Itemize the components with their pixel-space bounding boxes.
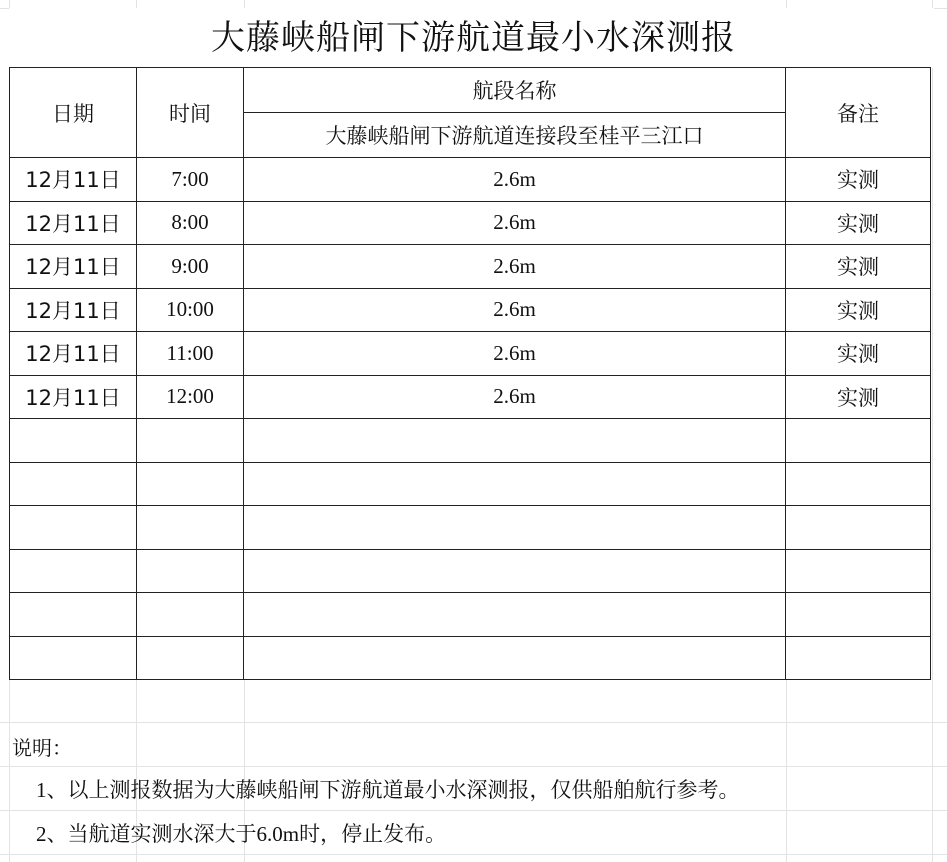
cell-remark <box>786 636 931 680</box>
cell-date <box>10 636 137 680</box>
cell-remark: 实测 <box>786 158 931 202</box>
cell-time <box>137 506 244 550</box>
table-row <box>10 201 931 245</box>
cell-time: 7:00 <box>137 158 244 202</box>
table-row <box>10 593 931 637</box>
cell-time: 11:00 <box>137 332 244 376</box>
page-title: 大藤峡船闸下游航道最小水深测报 <box>0 10 947 66</box>
header-remark: 备注 <box>786 68 931 158</box>
cell-time <box>137 462 244 506</box>
cell-time <box>137 549 244 593</box>
cell-depth <box>244 462 786 506</box>
cell-date: 12月11日 <box>10 288 137 332</box>
table-header-row-1 <box>10 68 931 113</box>
cell-remark <box>786 462 931 506</box>
cell-depth <box>244 593 786 637</box>
cell-remark <box>786 593 931 637</box>
cell-time: 12:00 <box>137 375 244 419</box>
cell-date <box>10 462 137 506</box>
table-row <box>10 419 931 463</box>
depth-report-table <box>9 67 931 680</box>
cell-remark: 实测 <box>786 332 931 376</box>
cell-date: 12月11日 <box>10 158 137 202</box>
table-row <box>10 332 931 376</box>
cell-depth <box>244 636 786 680</box>
cell-time: 8:00 <box>137 201 244 245</box>
cell-remark <box>786 549 931 593</box>
cell-time: 9:00 <box>137 245 244 289</box>
cell-depth <box>244 549 786 593</box>
cell-remark: 实测 <box>786 288 931 332</box>
cell-date <box>10 549 137 593</box>
table-row <box>10 549 931 593</box>
cell-remark: 实测 <box>786 375 931 419</box>
cell-time <box>137 419 244 463</box>
cell-time <box>137 593 244 637</box>
cell-remark: 实测 <box>786 201 931 245</box>
cell-depth: 2.6m <box>244 245 786 289</box>
table-row <box>10 158 931 202</box>
cell-date <box>10 593 137 637</box>
cell-date: 12月11日 <box>10 375 137 419</box>
cell-date: 12月11日 <box>10 201 137 245</box>
cell-time: 10:00 <box>137 288 244 332</box>
table-row <box>10 375 931 419</box>
notes-label: 说明： <box>12 736 72 760</box>
cell-depth <box>244 419 786 463</box>
cell-remark <box>786 419 931 463</box>
note-item-2: 2、当航道实测水深大于6.0m时，停止发布。 <box>36 822 447 846</box>
cell-depth: 2.6m <box>244 332 786 376</box>
table-row <box>10 636 931 680</box>
note-item-1: 1、以上测报数据为大藤峡船闸下游航道最小水深测报，仅供船舶航行参考。 <box>36 778 740 802</box>
cell-date: 12月11日 <box>10 332 137 376</box>
cell-depth: 2.6m <box>244 288 786 332</box>
header-time: 时间 <box>137 68 244 158</box>
cell-depth: 2.6m <box>244 375 786 419</box>
cell-depth <box>244 506 786 550</box>
header-segment-group: 航段名称 <box>244 68 786 113</box>
cell-remark <box>786 506 931 550</box>
table-row <box>10 506 931 550</box>
table-row <box>10 288 931 332</box>
table-row <box>10 245 931 289</box>
cell-date <box>10 419 137 463</box>
header-date: 日期 <box>10 68 137 158</box>
cell-time <box>137 636 244 680</box>
cell-date <box>10 506 137 550</box>
header-segment: 大藤峡船闸下游航道连接段至桂平三江口 <box>244 113 786 158</box>
table-row <box>10 462 931 506</box>
cell-depth: 2.6m <box>244 201 786 245</box>
cell-remark: 实测 <box>786 245 931 289</box>
cell-depth: 2.6m <box>244 158 786 202</box>
cell-date: 12月11日 <box>10 245 137 289</box>
table-body <box>10 158 931 680</box>
